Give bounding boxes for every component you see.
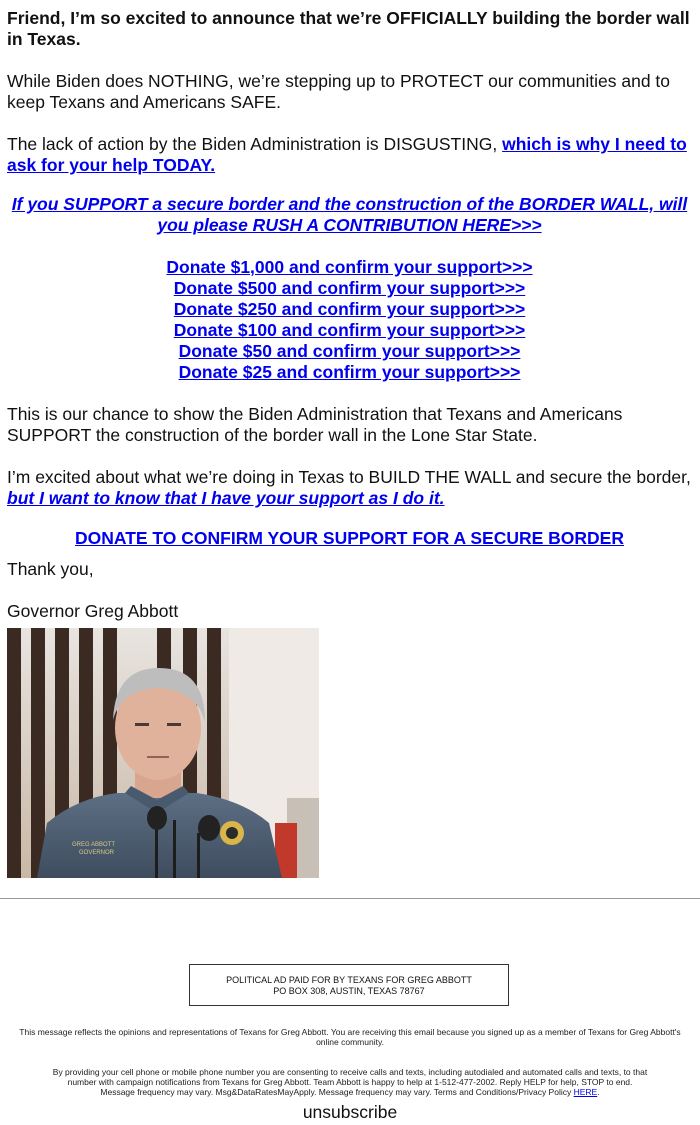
shirt-title-text: GOVERNOR [79, 850, 115, 856]
sms-line-3-end: . [597, 1087, 600, 1097]
donate-50-link[interactable]: Donate $50 and confirm your support>>> [178, 341, 521, 361]
donate-100-link[interactable]: Donate $100 and confirm your support>>> [173, 320, 526, 340]
intro-paragraph: Friend, I’m so excited to announce that we’re OFFICIALLY building the border wall in Texas. [7, 8, 690, 49]
help-today-link[interactable]: which is why I need to ask for your help TODAY. [7, 134, 687, 175]
donate-250-link[interactable]: Donate $250 and confirm your support>>> [173, 299, 526, 319]
confirm-support-cta-link[interactable]: DONATE TO CONFIRM YOUR SUPPORT FOR A SECURE BORDER [74, 528, 624, 548]
donate-500-link[interactable]: Donate $500 and confirm your support>>> [173, 278, 526, 298]
paragraph-lack-of-action-text: The lack of action by the Biden Administration is DISGUSTING, [7, 134, 503, 154]
support-link[interactable]: but I want to know that I have your support as I do it. [7, 488, 445, 508]
paragraph-excited [7, 467, 692, 509]
unsubscribe-link[interactable]: unsubscribe [302, 1102, 398, 1122]
sms-line-3-text: Message frequency may vary. Msg&DataRatesMayApply. Message frequency may vary. Terms and Conditions/Privacy Policy [100, 1087, 574, 1097]
ad-paid-for-line: POLITICAL AD PAID FOR BY TEXANS FOR GREG ABBOTT [226, 975, 472, 985]
paragraph-chance: This is our chance to show the Biden Administration that Texans and Americans SUPPORT the construction of the border wall in the Lone Star State. [7, 404, 623, 445]
donate-link-list [7, 257, 692, 383]
sms-line-1: By providing your cell phone or mobile phone number you are consenting to receive calls and texts, including autodialed and automated calls and texts, to that [52, 1067, 648, 1077]
shirt-name-text: GREG ABBOTT [72, 842, 116, 848]
rush-paragraph [7, 194, 692, 236]
signoff: Thank you, [7, 559, 94, 579]
sms-line-3 [0, 1087, 700, 1097]
sms-line-2: number with campaign notifications from Texans for Greg Abbott. Team Abbott is happy to help at 1-512-477-2002. Reply HELP for help, STOP to end. [67, 1077, 633, 1087]
donate-1000-link[interactable]: Donate $1,000 and confirm your support>>> [166, 257, 533, 277]
sms-consent-text [0, 1067, 700, 1097]
terms-here-link[interactable]: HERE [573, 1087, 598, 1097]
rush-contribution-link[interactable]: If you SUPPORT a secure border and the construction of the BORDER WALL, will you please RUSH A CONTRIBUTION HERE>>> [11, 194, 688, 235]
cta-paragraph [7, 528, 692, 549]
governor-photo [7, 628, 319, 878]
disclaimer-text: This message reflects the opinions and representations of Texans for Greg Abbott. You are receiving this email because you signed up as a member of Texans for Greg Abbott's online community. [19, 1027, 681, 1047]
signature: Governor Greg Abbott [7, 601, 179, 621]
paragraph-excited-text: I’m excited about what we’re doing in Texas to BUILD THE WALL and secure the border, [7, 467, 691, 487]
paragraph-lack-of-action [7, 134, 692, 176]
ad-address-line: PO BOX 308, AUSTIN, TEXAS 78767 [273, 986, 425, 996]
paragraph-nothing: While Biden does NOTHING, we’re stepping up to PROTECT our communities and to keep Texans and Americans SAFE. [7, 71, 671, 112]
donate-25-link[interactable]: Donate $25 and confirm your support>>> [178, 362, 521, 382]
footer-divider [0, 898, 700, 899]
political-ad-box [189, 964, 509, 1006]
